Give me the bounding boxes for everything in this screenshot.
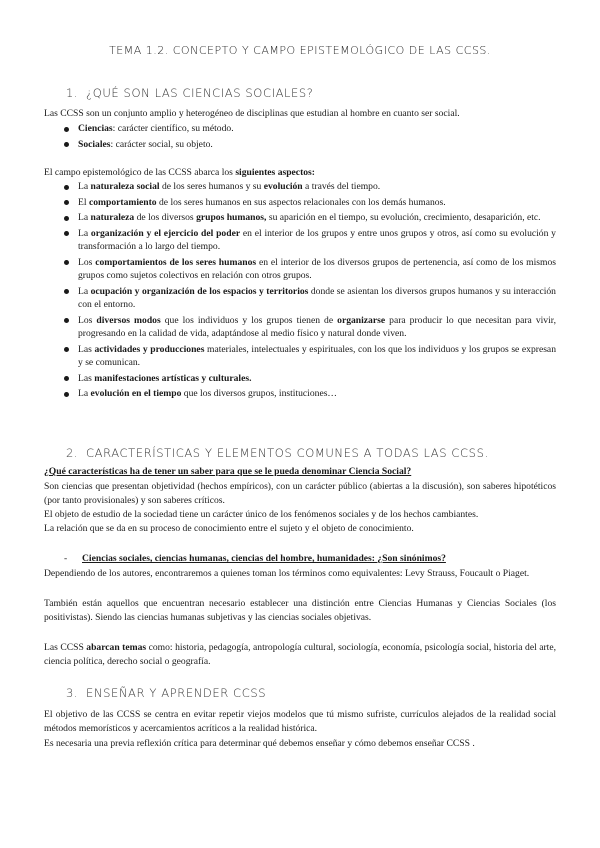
bullet-icon — [64, 127, 69, 132]
ccss-definition-list — [44, 122, 556, 153]
bullet-icon — [64, 216, 69, 221]
list-item: La organización y el ejercicio del poder en el interior de los grupos y entre unos grupos y otros, así como su evolución y transformación a lo largo del tiempo. — [44, 227, 556, 254]
bullet-icon — [64, 347, 69, 352]
section-title: CARACTERÍSTICAS Y ELEMENTOS COMUNES A TODAS LAS CCSS. — [86, 446, 489, 460]
document-page: TEMA 1.2. CONCEPTO Y CAMPO EPISTEMOLÓGICO DE LAS CCSS. 1. ¿QUÉ SON LAS CIENCIAS SOCIALES? Las CCSS son un conjunto amplio y heterogéneo de disciplinas que estudian al hombre en cuanto ser social. Ciencias: carácter científico, su método. Sociales: carácter social, su objeto. El campo epistemológico de las CCSS abarca los siguientes aspectos: La naturaleza social de los seres humanos y su evolución a través del tiempo. El comportamiento de los seres humanos en sus aspectos relacionales con los demás humanos. La naturaleza de los diversos grupos humanos, su aparición en el tiempo, su evolución, crecimiento, desaparición, etc. La organización y el ejercicio del poder en el interior de los grupos y entre unos grupos y otros, así como su evolución y transformación a lo largo del tiempo. Los comportamientos de los seres humanos en el interior de los diversos grupos de pertenencia, así como de los mismos grupos como sujetos colectivos en relación con otros grupos. La ocupación y organización de los espacios y territorios donde se asientan los diversos grupos humanos y su interacción con el entorno. Los diversos modos que los individuos y los grupos tienen de organizarse para producir lo que necesitan para vivir, progresando en la calidad de vida, adaptándose al medio físico y natural donde viven. Las actividades y producciones materiales, intelectuales y espirituales, con los que los individuos y los grupos se expresan y se comunican. Las manifestaciones artísticas y culturales. La evolución en el tiempo que los diversos grupos, instituciones… 2. CARACTERÍSTICAS Y ELEMENTOS COMUNES A TODAS LAS CCSS. ¿Qué características ha de tener un saber para que se le pueda denominar Ciencia Social? Son ciencias que presentan objetividad (hechos empíricos), con un carácter público (abiertas a la discusión), son saberes hipotéticos (por tanto provisionales) y son saberes críticos. El objeto de estudio de la sociedad tiene un carácter único de los fenómenos sociales y de los hechos cambiantes. La relación que se da en su proceso de conocimiento entre el sujeto y el objeto de conocimiento. - Ciencias sociales, ciencias humanas, ciencias del hombre, humanidades: ¿Son sinónimos? Dependiendo de los autores, encontraremos a quienes toman los términos como equivalentes: Levy Strauss, Foucault o Piaget. También están aquellos que encuentran necesario establecer una distinción entre Ciencias Humanas y Ciencias Sociales (los positivistas). Siendo las ciencias humanas subjetivas y las ciencias sociales objetivas. Las CCSS abarcan temas como: historia, pedagogía, antropología cultural, sociología, economía, psicología social, historia del arte, ciencia política, derecho social o geografía. 3. ENSEÑAR Y APRENDER CCSS El objetivo de las CCSS se centra en evitar repetir viejos modelos que tú mismo sufriste, currículos alejados de la realidad social métodos memorísticos y acercamientos acríticos a la realidad histórica. Es necesaria una previa reflexión crítica para determinar qué debemos enseñar y cómo debemos enseñar CCSS . — [0, 0, 600, 848]
aspects-list — [44, 180, 556, 403]
list-item: Los comportamientos de los seres humanos en el interior de los diversos grupos de pertenencia, así como de los mismos grupos como sujetos colectivos en relación con otros grupos. — [44, 256, 556, 283]
section-1-intro: Las CCSS son un conjunto amplio y heterogéneo de disciplinas que estudian al hombre en cuanto ser social. — [44, 108, 460, 119]
section-1-heading — [66, 86, 314, 100]
document-title: TEMA 1.2. CONCEPTO Y CAMPO EPISTEMOLÓGICO DE LAS CCSS. — [109, 44, 491, 57]
bullet-icon — [64, 260, 69, 265]
section-2-question: ¿Qué características ha de tener un saber para que se le pueda denominar Ciencia Social? — [44, 466, 412, 477]
section-title: ¿QUÉ SON LAS CIENCIAS SOCIALES? — [86, 86, 314, 100]
section-2-paragraph: La relación que se da en su proceso de conocimiento entre el sujeto y el objeto de conocimiento. — [44, 523, 414, 534]
campo-intro: El campo epistemológico de las CCSS abarca los siguientes aspectos: — [44, 167, 315, 178]
section-2-heading — [66, 446, 489, 460]
section-number: 1. — [66, 86, 79, 100]
section-3-heading — [66, 686, 266, 700]
list-item: El comportamiento de los seres humanos en sus aspectos relacionales con los demás humanos. — [44, 196, 556, 210]
bullet-icon — [64, 289, 69, 294]
bullet-icon — [64, 392, 69, 397]
list-item: Sociales: carácter social, su objeto. — [44, 138, 556, 152]
section-2-paragraph: Dependiendo de los autores, encontraremos a quienes toman los términos como equivalentes: Levy Strauss, Foucault o Piaget. — [44, 568, 530, 579]
section-2-paragraph: El objeto de estudio de la sociedad tiene un carácter único de los fenómenos sociales y de los hechos cambiantes. — [44, 509, 479, 520]
section-2-paragraph: También están aquellos que encuentran necesario establecer una distinción entre Ciencias Humanas y Ciencias Sociales (los positivistas). Siendo las ciencias humanas subjetivas y las ciencias sociales objetivas. — [44, 598, 556, 623]
bullet-icon — [64, 142, 69, 147]
section-2-paragraph: Son ciencias que presentan objetividad (hechos empíricos), con un carácter público (abiertas a la discusión), son saberes hipotéticos (por tanto provisionales) y son saberes críticos. — [44, 481, 556, 506]
bullet-icon — [64, 376, 69, 381]
section-3-paragraph: Es necesaria una previa reflexión crítica para determinar qué debemos enseñar y cómo debemos enseñar CCSS . — [44, 738, 475, 749]
list-item: Los diversos modos que los individuos y los grupos tienen de organizarse para producir lo que necesitan para vivir, progresando en la calidad de vida, adaptándose al medio físico y natural donde viven. — [44, 314, 556, 341]
list-item: Las actividades y producciones materiales, intelectuales y espirituales, con los que los individuos y los grupos se expresan y se comunican. — [44, 343, 556, 370]
list-item: La evolución en el tiempo que los diversos grupos, instituciones… — [44, 387, 556, 401]
bullet-icon — [64, 318, 69, 323]
section-2-paragraph: Las CCSS abarcan temas como: historia, pedagogía, antropología cultural, sociología, economía, psicología social, historia del arte, ciencia política, derecho social o geografía. — [44, 642, 557, 667]
section-number: 2. — [66, 446, 79, 460]
list-item: La ocupación y organización de los espacios y territorios donde se asientan los diversos grupos humanos y su interacción con el entorno. — [44, 285, 556, 312]
bullet-icon — [64, 200, 69, 205]
section-3-paragraph: El objetivo de las CCSS se centra en evitar repetir viejos modelos que tú mismo sufriste, currículos alejados de la realidad social métodos memorísticos y acercamientos acríticos a la realidad histórica. — [44, 709, 556, 734]
section-title: ENSEÑAR Y APRENDER CCSS — [86, 686, 267, 700]
list-item: Ciencias: carácter científico, su método. — [44, 122, 556, 136]
bullet-icon — [64, 231, 69, 236]
section-number: 3. — [66, 686, 79, 700]
list-item: Las manifestaciones artísticas y culturales. — [44, 372, 556, 386]
list-item: La naturaleza social de los seres humanos y su evolución a través del tiempo. — [44, 180, 556, 194]
bullet-icon — [64, 185, 69, 190]
dash-marker: - — [64, 553, 68, 564]
list-item: La naturaleza de los diversos grupos humanos, su aparición en el tiempo, su evolución, crecimiento, desaparición, etc. — [44, 211, 556, 225]
